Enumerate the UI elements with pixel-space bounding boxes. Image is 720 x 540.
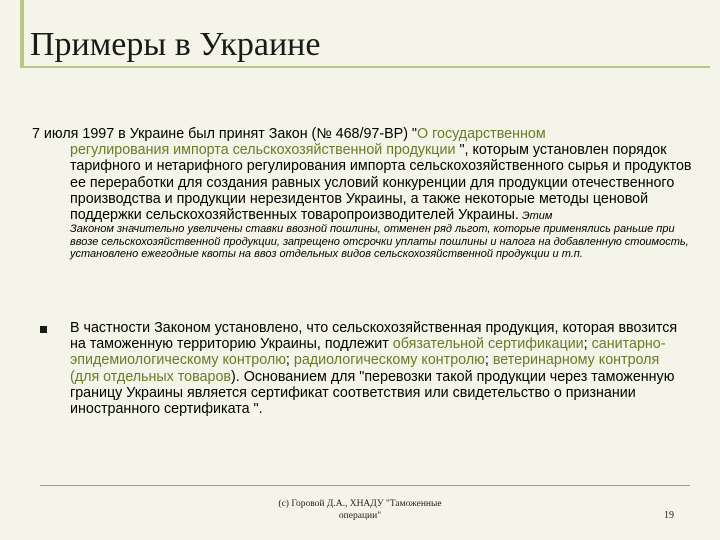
link-veterinary-control: ветеринарному контроля (для отдельных товаров xyxy=(70,352,660,385)
law-name-start: О государственном xyxy=(417,126,546,142)
page-number: 19 xyxy=(664,510,674,521)
bullet-square-icon xyxy=(40,326,47,333)
footer-credit xyxy=(240,498,480,522)
para1-line2-tail: ", которым xyxy=(455,142,529,159)
paragraph-law-intro xyxy=(32,126,692,261)
para1-indented-block xyxy=(32,142,692,261)
link-sanitary-control: санитарно-эпидемиологическому контролю xyxy=(70,336,666,369)
footer-divider xyxy=(40,485,690,486)
para1-italic-lead: Этим xyxy=(518,210,553,223)
footer-credit-line2: операции" xyxy=(338,511,382,521)
link-radiological-control: радиологическому контролю xyxy=(293,352,485,369)
paragraph-law-details xyxy=(70,320,690,417)
para2-sep-1: ; xyxy=(583,336,592,353)
para1-body: установлен порядок тарифного и нетарифного регулирования импорта сельскохозяйственного сырья и продуктов ее переработки для создания равных условий конкуренции для продукции отечественного производства и продукции нерезидентов Украины, а также некоторые методы ценовой поддержки сельскохозяйственных товаропроизводителей Украины. xyxy=(70,142,692,224)
link-certification: обязательной сертификации xyxy=(392,336,584,353)
title-underline xyxy=(20,66,710,68)
para1-italic-note: Законом значительно увеличены ставки ввозной пошлины, отменен ряд льгот, которые применялись раньше при ввозе сельскохозяйственной продукции, запрещено отсрочки уплаты пошлины и налога на добавленную стоимость, установлено ежегодные квоты на ввоз отдельных видов сельскохозяйственной продукции и т.п. xyxy=(70,223,689,261)
para1-line1-text: 7 июля 1997 в Украине был принят Закон (№ 468/97-ВР) " xyxy=(32,126,417,142)
title-accent-vertical xyxy=(20,0,24,68)
law-name-end: регулирования импорта сельскохозяйственной продукции xyxy=(70,142,456,159)
para2-text-1: В частности Законом установлено, что сельскохозяйственная продукция, которая ввозится на таможенную территорию Украины, подлежит xyxy=(70,320,678,353)
para2-sep-2: ; xyxy=(285,352,294,369)
page-title: Примеры в Украине xyxy=(30,26,321,63)
para2-sep-3: ; xyxy=(484,352,493,369)
para2-text-2: ). Основанием для "перевозки такой продукции через таможенную границу Украины является сертификат соответствия или свидетельство о признании иностранного сертификата ". xyxy=(70,368,675,418)
footer-credit-line1: (с) Горовой Д.А., ХНАДУ "Таможенные xyxy=(278,499,442,509)
